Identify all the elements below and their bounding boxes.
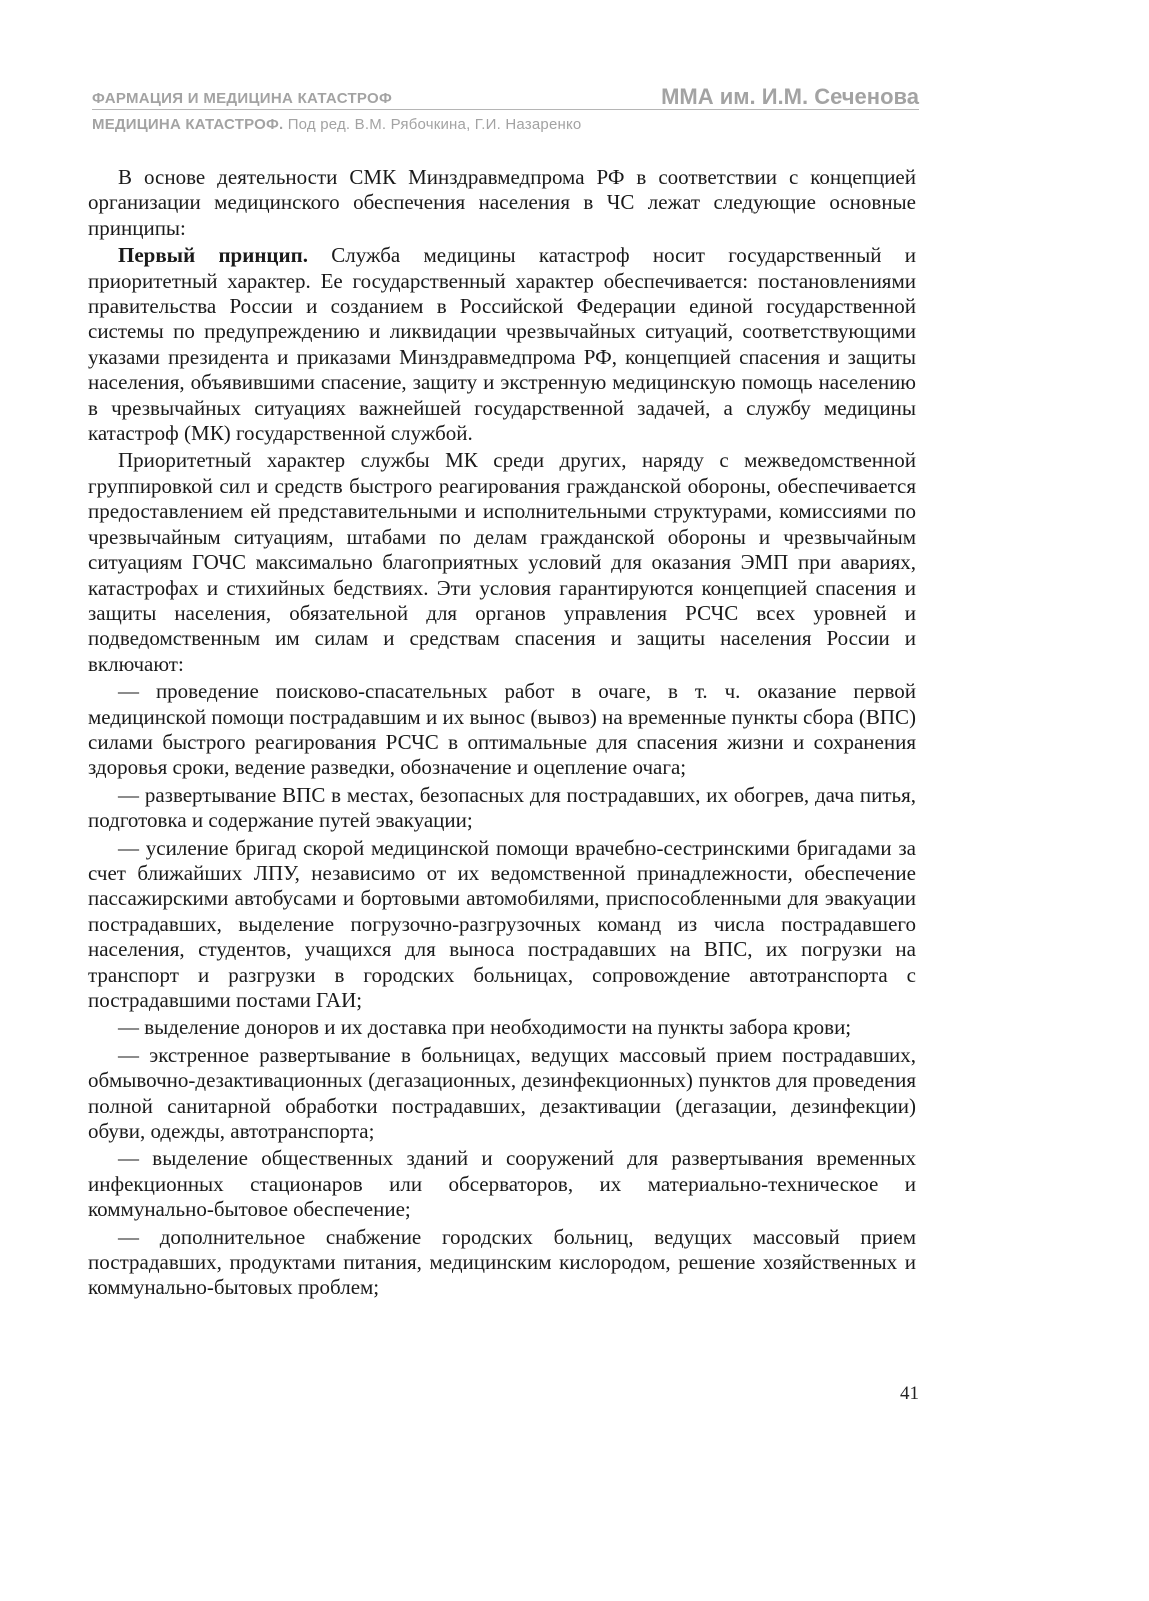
principle-text: Служба медицины катастроф носит государственный и приоритетный характер. Ее государственный характер обеспечивается: постановлениями правительства России и созданием в Российской Федерации единой государственной системы по предупреждению и ликвидации чрезвычайных ситуаций, соответствующими указами президента и приказами Минздравмедпрома РФ, концепцией спасения и защиты населения, объявившими спасение, защиту и экстренную медицинскую помощь населению в чрезвычайных ситуациях важнейшей государственной задачей, а службу медицины катастроф (МК) государственной службой.: [88, 243, 916, 446]
header-top-line: [92, 84, 919, 110]
principle-heading: Первый принцип.: [118, 243, 308, 268]
header-divider: [92, 109, 919, 110]
book-editors: Под ред. В.М. Рябочкина, Г.И. Назаренко: [287, 116, 582, 133]
paragraph-first-principle: [88, 243, 916, 446]
list-item: — выделение общественных зданий и сооружений для развертывания временных инфекционных стационаров или обсерваторов, их материально-техническое и коммунально-бытовое обеспечение;: [88, 1146, 916, 1222]
running-header: [92, 84, 919, 140]
book-reference: [92, 116, 581, 133]
list-item: — развертывание ВПС в местах, безопасных для пострадавших, их обогрев, дача питья, подготовка и содержание путей эвакуации;: [88, 782, 916, 833]
list-item: — дополнительное снабжение городских больниц, ведущих массовый прием пострадавших, продуктами питания, медицинским кислородом, решение хозяйственных и коммунально-бытовых проблем;: [88, 1224, 916, 1300]
list-item: — проведение поисково-спасательных работ в очаге, в т. ч. оказание первой медицинской помощи пострадавшим и их вынос (вывоз) на временные пункты сбора (ВПС) силами быстрого реагирования РСЧС в оптимальные для спасения жизни и сохранения здоровья сроки, ведение разведки, обозначение и оцепление очага;: [88, 679, 916, 780]
main-text: [88, 165, 916, 1301]
journal-title: ФАРМАЦИЯ И МЕДИЦИНА КАТАСТРОФ: [92, 90, 393, 107]
paragraph-priority: Приоритетный характер службы МК среди других, наряду с межведомственной группировкой сил и средств быстрого реагирования гражданской обороны, обеспечивается предоставлением ей представительными и исполнительными структурами, комиссиями по чрезвычайным ситуациям, штабами по делам гражданской обороны и чрезвычайным ситуациям ГОЧС максимально благоприятных условий для оказания ЭМП при авариях, катастрофах и стихийных бедствиях. Эти условия гарантируются концепцией спасения и защиты населения, обязательной для органов управления РСЧС всех уровней и подведомственным им силам и средствам спасения и защиты населения России и включают:: [88, 448, 916, 676]
list-item: — усиление бригад скорой медицинской помощи врачебно-сестринскими бригадами за счет ближайших ЛПУ, независимо от их ведомственной принадлежности, обеспечение пассажирскими автобусами и бортовыми автомобилями, приспособленными для эвакуации пострадавших, выделение погрузочно-разгрузочных команд из числа пострадавшего населения, студентов, учащихся для выноса пострадавших на ВПС, их погрузки на транспорт и разгрузки в городских больницах, сопровождение автотранспорта с пострадавшими постами ГАИ;: [88, 835, 916, 1012]
page-number: 41: [900, 1383, 919, 1404]
paragraph-intro: В основе деятельности СМК Минздравмедпрома РФ в соответствии с концепцией организации медицинского обеспечения населения в ЧС лежат следующие основные принципы:: [88, 165, 916, 240]
institution-name: ММА им. И.М. Сеченова: [661, 84, 919, 109]
list-item: — выделение доноров и их доставка при необходимости на пункты забора крови;: [118, 1015, 852, 1040]
book-title: МЕДИЦИНА КАТАСТРОФ.: [92, 116, 284, 133]
list-item: — экстренное развертывание в больницах, ведущих массовый прием пострадавших, обмывочно-дезактивационных (дегазационных, дезинфекционных) пунктов для проведения полной санитарной обработки пострадавших, дезактивации (дегазации, дезинфекции) обуви, одежды, автотранспорта;: [88, 1042, 916, 1144]
